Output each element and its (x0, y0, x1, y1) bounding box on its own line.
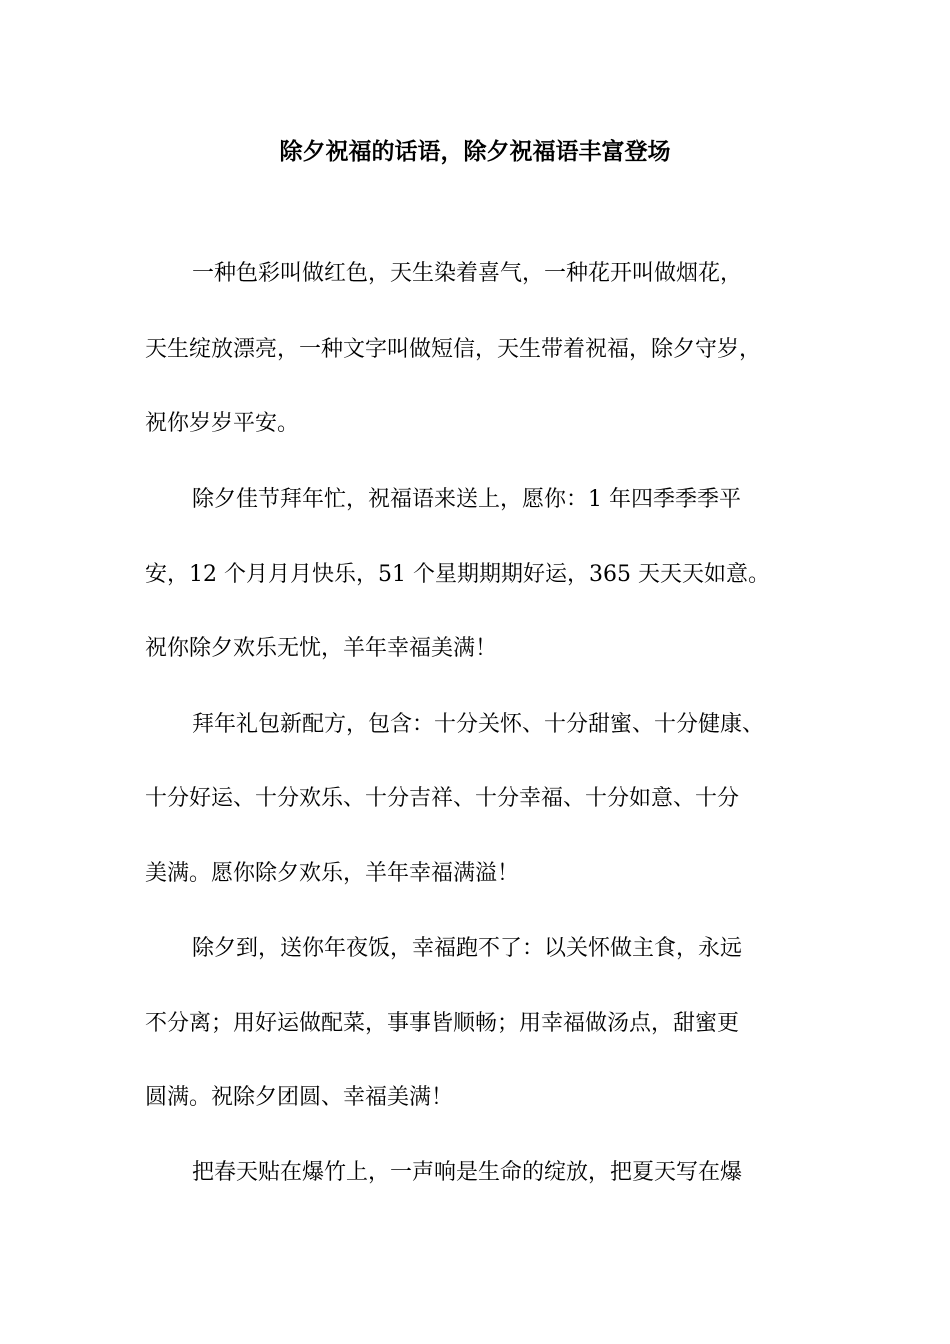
paragraph-line: 除夕到，送你年夜饭，幸福跑不了：以关怀做主食，永远 (192, 936, 743, 961)
paragraph-line: 美满。愿你除夕欢乐，羊年幸福满溢！ (145, 861, 520, 886)
paragraph-line: 天生绽放漂亮，一种文字叫做短信，天生带着祝福，除夕守岁， (145, 337, 762, 362)
paragraph-line: 不分离；用好运做配菜，事事皆顺畅；用幸福做汤点，甜蜜更 (145, 1011, 740, 1036)
paragraph-line: 一种色彩叫做红色，天生染着喜气，一种花开叫做烟花， (192, 261, 743, 286)
paragraph-line: 除夕佳节拜年忙，祝福语来送上，愿你：1 年四季季季平 (192, 487, 741, 512)
paragraph-line: 十分好运、十分欢乐、十分吉祥、十分幸福、十分如意、十分 (145, 786, 740, 811)
paragraph-line: 圆满。祝除夕团圆、幸福美满！ (145, 1085, 454, 1110)
paragraph-line: 祝你岁岁平安。 (145, 411, 300, 436)
paragraph-line: 拜年礼包新配方，包含：十分关怀、十分甜蜜、十分健康、 (192, 712, 765, 737)
paragraph-line: 祝你除夕欢乐无忧，羊年幸福美满！ (145, 636, 498, 661)
paragraph-line: 把春天贴在爆竹上，一声响是生命的绽放，把夏天写在爆 (192, 1160, 743, 1185)
document-title: 除夕祝福的话语，除夕祝福语丰富登场 (279, 138, 671, 165)
paragraph-line: 安，12 个月月月快乐，51 个星期期期好运，365 天天天如意。 (145, 562, 770, 587)
